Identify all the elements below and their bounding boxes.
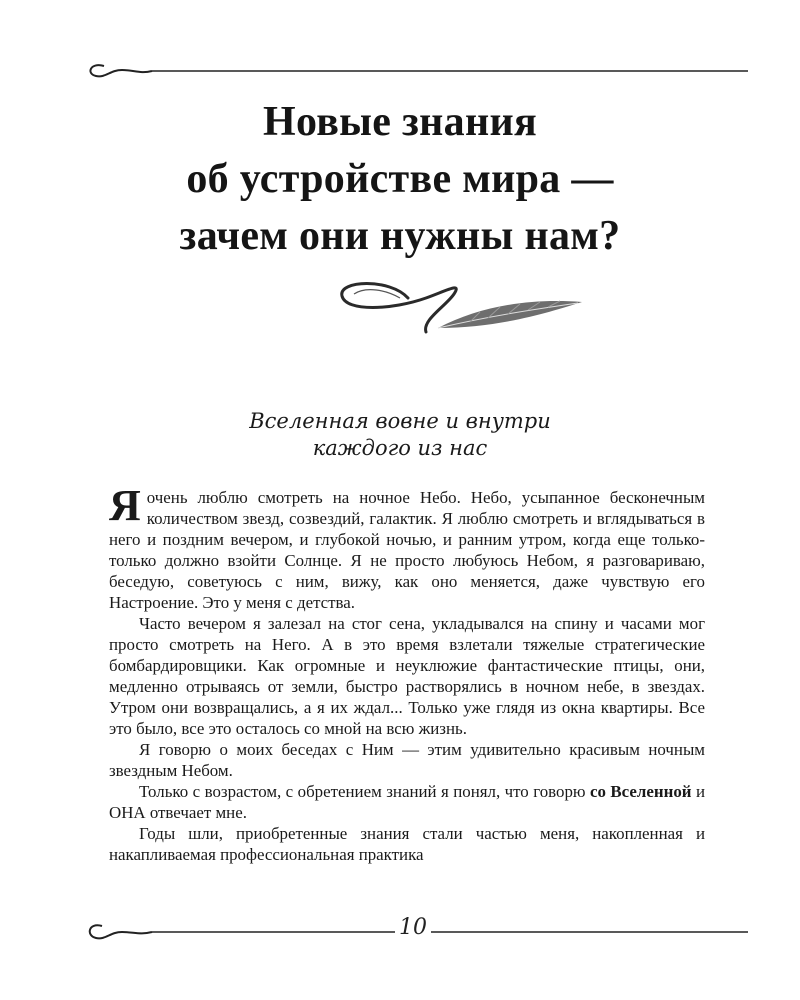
page-number: 10 [395, 914, 431, 942]
section-title-line-2: каждого из нас [312, 436, 488, 460]
chapter-title-line-3: зачем они нужны нам? [179, 213, 621, 259]
paragraph-4-bold-phrase: со Вселенной [590, 782, 692, 801]
chapter-title-line-1: Новые знания [262, 99, 538, 145]
chapter-title-line-2: об устройстве мира — [186, 156, 614, 202]
paragraph-1-text: очень люблю смотреть на ночное Небо. Небо, усыпанное бесконечным количеством звезд, созвездий, галактик. Я люблю смотреть и вглядываться в него и поздним вечером, и глубокой ночью, и ранним утром, когда еще только-только должно взойти Солнце. Я не просто любуюсь Небом, я разговариваю, беседую, советуюсь с ним, вижу, как оно меняется, даже чувствую его Настроение. Это у меня с детства. [109, 488, 705, 612]
paragraph-3: Я говорю о моих беседах с Ним — этим удивительно красивым ночным звездным Небом. [109, 740, 705, 780]
body-text [109, 481, 706, 865]
paragraph-1 [109, 481, 705, 613]
drop-cap: Я [109, 481, 141, 530]
paragraph-4 [109, 781, 705, 823]
chapter-title [60, 94, 740, 265]
paragraph-4-text-end: и ОНА отвечает мне. [109, 782, 706, 822]
section-title [150, 408, 650, 462]
top-decorative-rule [82, 60, 748, 84]
section-title-line-1: Вселенная вовне и внутри [249, 409, 551, 433]
paragraph-2: Часто вечером я залезал на стог сена, укладывался на спину и часами мог просто смотреть на Него. А в это время взлетали тяжелые стратегические бомбардировщики. Как огромные и неуклюжие фантастические птицы, они, медленно отрываясь от земли, быстро растворялись в ночном небе, в звездах. Утром они возвращались, а я их ждал... Только уже глядя из окна квартиры. Все это было, все это осталось со мной на всю жизнь. [109, 614, 705, 738]
paragraph-5: Годы шли, приобретенные знания стали частью меня, накопленная и накапливаемая профессиональная практика [109, 824, 705, 864]
paragraph-4-text-start: Только с возрастом, с обретением знаний я понял, что говорю [139, 782, 591, 801]
feather-ornament-icon [330, 276, 590, 338]
